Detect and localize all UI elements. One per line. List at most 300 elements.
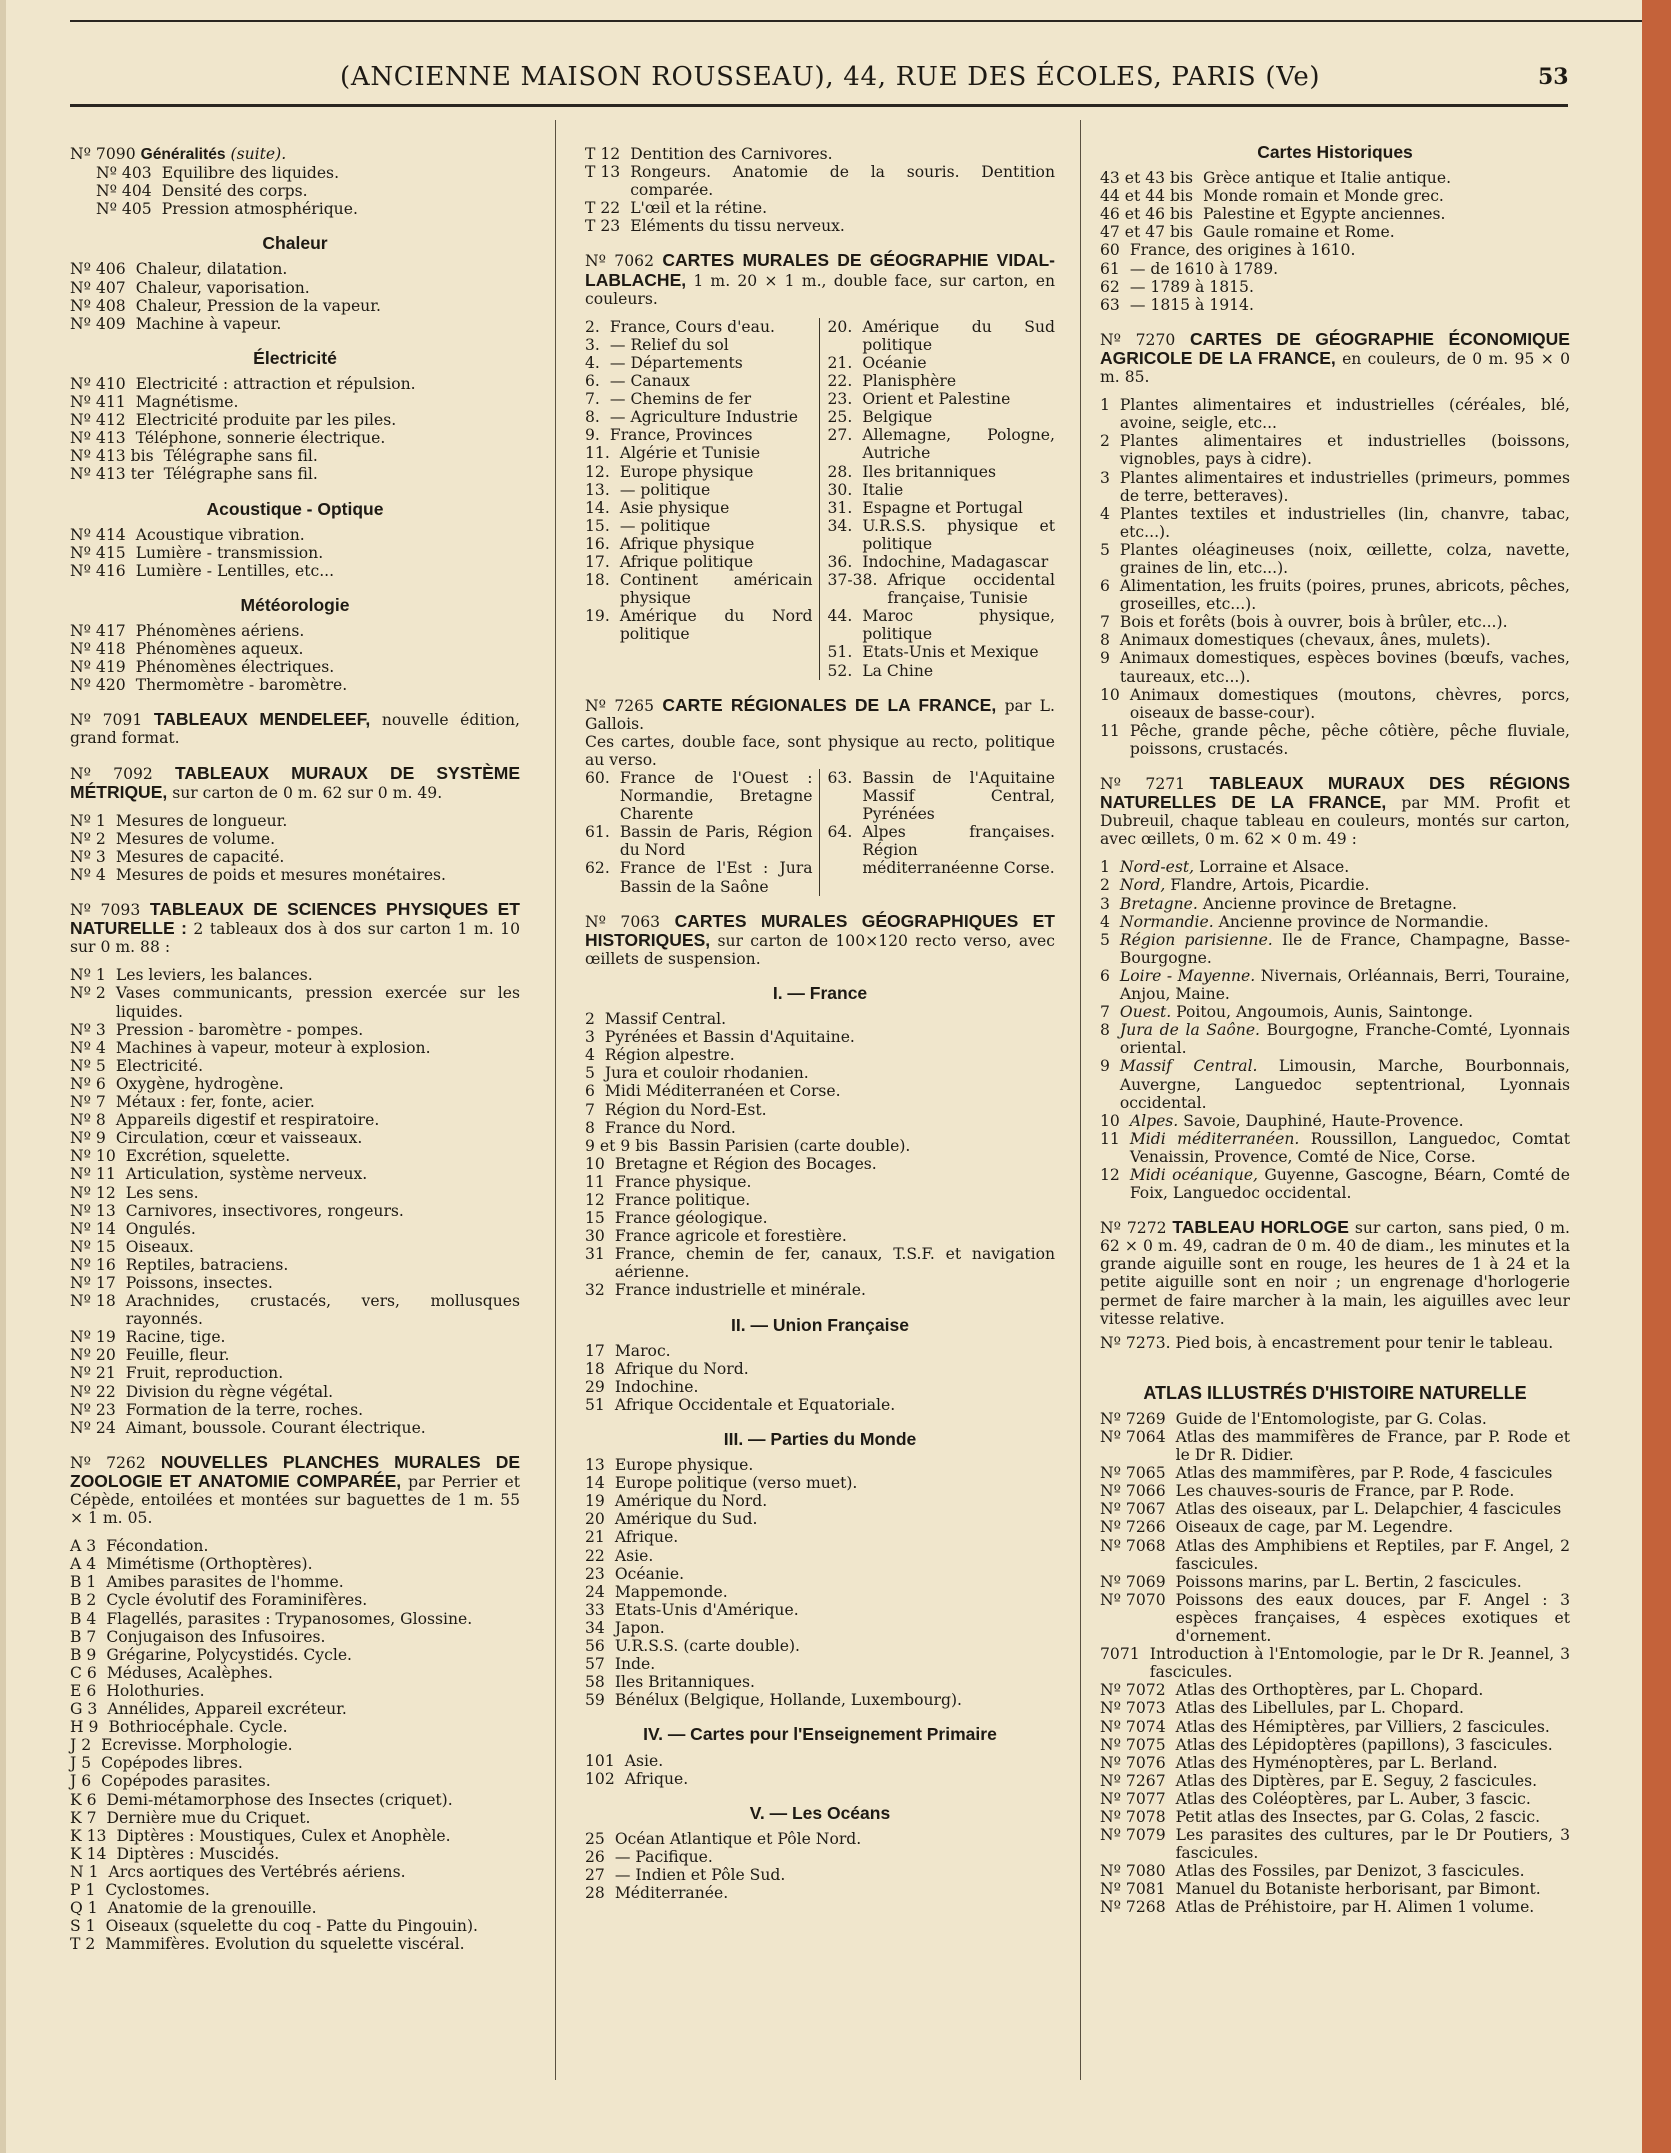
list-item — [70, 1364, 520, 1382]
item-text: Grégarine, Polycystidés. Cycle. — [106, 1645, 353, 1664]
item-number: 58 — [585, 1673, 605, 1692]
item-region: Massif Central. — [1119, 1057, 1258, 1076]
list-item — [585, 607, 813, 643]
list-item — [585, 1655, 1055, 1673]
item-number: 10 — [585, 1154, 605, 1173]
item-number: 63 — [1100, 295, 1120, 314]
list-item — [70, 429, 520, 447]
item-number: 3 — [1100, 894, 1110, 913]
item-text: Lumière - transmission. — [135, 543, 324, 562]
item-number: Nº 6 — [70, 1074, 106, 1093]
item-number: Nº 16 — [70, 1255, 116, 1274]
item-text: France agricole et forestière. — [614, 1227, 847, 1246]
item-number: 14. — [585, 498, 610, 517]
item-desc: Flandre, Artois, Picardie. — [1170, 876, 1370, 895]
list-item — [70, 848, 520, 866]
item-text: Allemagne, Pologne, Autriche — [862, 426, 1055, 463]
list-item — [70, 1573, 520, 1591]
item-number: Nº 15 — [70, 1237, 116, 1256]
item-number: 2 — [1100, 432, 1110, 451]
item-text: Bénélux (Belgique, Hollande, Luxembourg). — [614, 1691, 963, 1710]
item-number: Nº 18 — [70, 1292, 116, 1311]
item-text: Racine, tige. — [125, 1328, 226, 1347]
item-number: 12. — [585, 462, 610, 481]
item-text: Téléphone, sonnerie électrique. — [135, 429, 386, 448]
item-number: 4. — [585, 353, 600, 372]
item-text: Continent américain physique — [619, 571, 813, 608]
item-number: Nº 23 — [70, 1400, 116, 1419]
list-item — [70, 1881, 520, 1899]
item-text: — politique — [619, 480, 711, 499]
entry-7090: Nº 7090 Généralités (suite). — [70, 145, 287, 163]
item-number: Nº 7074 — [1100, 1717, 1166, 1736]
list-item — [70, 1220, 520, 1238]
item-text: Mesures de longueur. — [115, 811, 288, 830]
item-number: 7. — [585, 390, 600, 409]
list-item — [585, 1360, 1055, 1378]
list-acoustique — [70, 526, 520, 580]
item-number: C 6 — [70, 1663, 97, 1682]
list-item — [96, 200, 520, 218]
list-item — [585, 145, 1055, 163]
item-number: Nº 10 — [70, 1147, 116, 1166]
item-number: 22 — [585, 1546, 605, 1565]
item-text: — Pacifique. — [614, 1847, 713, 1866]
item-text — [1120, 1057, 1570, 1111]
list-item — [585, 1848, 1055, 1866]
item-number: 10 — [1100, 1111, 1120, 1130]
item-text: Pyrénées et Bassin d'Aquitaine. — [604, 1028, 855, 1047]
item-number: K 14 — [70, 1844, 107, 1863]
item-region: Nord, — [1119, 876, 1166, 895]
item-number: 27. — [827, 426, 853, 445]
list-item — [828, 318, 1056, 354]
item-text: Phénomènes aqueux. — [135, 640, 304, 659]
list-item — [1100, 1112, 1570, 1130]
list-item — [828, 571, 1056, 607]
list-item — [585, 859, 813, 895]
item-number: Nº 7076 — [1100, 1753, 1166, 1772]
list-item — [585, 1137, 1055, 1155]
item-number: Nº 407 — [70, 278, 126, 297]
list-item — [1100, 241, 1570, 259]
item-text: Mammifères. Evolution du squelette viscéral. — [105, 1935, 465, 1954]
item-number: Nº 7075 — [1100, 1735, 1166, 1754]
item-text: Atlas des Coléoptères, par L. Auber, 3 fascic. — [1175, 1789, 1531, 1808]
item-text: — Canaux — [609, 372, 690, 391]
item-text: Mesures de poids et mesures monétaires. — [115, 866, 447, 884]
item-number: T 12 — [585, 145, 621, 163]
item-number: B 9 — [70, 1645, 97, 1664]
item-number: N 1 — [70, 1862, 99, 1881]
item-text — [1130, 1112, 1570, 1130]
list-7093 — [70, 966, 520, 1436]
list-atlas — [1100, 1410, 1570, 1917]
item-text: Chaleur, dilatation. — [135, 260, 288, 279]
item-number: Nº 1 — [70, 966, 106, 985]
item-number: 7 — [585, 1100, 595, 1119]
item-text: France industrielle et minérale. — [614, 1281, 866, 1300]
item-number: 19 — [585, 1492, 605, 1511]
item-text: Copépodes libres. — [101, 1754, 243, 1773]
column-3 — [1100, 142, 1570, 1917]
item-text: Pression atmosphérique. — [161, 200, 358, 219]
list-item — [70, 1256, 520, 1274]
entry-7270: Nº 7270 CARTES DE GÉOGRAPHIE ÉCONOMIQUE AGRICOLE DE LA FRANCE, en couleurs, de 0 m. 95 × 0 m. 85. — [1100, 328, 1570, 387]
item-number: 46 et 46 bis — [1100, 205, 1194, 224]
item-text: Mesures de volume. — [115, 829, 276, 848]
item-number: 9 — [1100, 1057, 1110, 1076]
list-item — [1100, 1021, 1570, 1057]
item-number: 20. — [827, 317, 853, 336]
item-number: S 1 — [70, 1917, 96, 1936]
list-item — [585, 1378, 1055, 1396]
list-item — [1100, 432, 1570, 468]
item-text: — Chemins de fer — [609, 390, 752, 409]
item-text: Machine à vapeur. — [135, 314, 282, 333]
list-item — [70, 1809, 520, 1827]
item-text: Atlas des mammifères de France, par P. Rode et le Dr R. Didier. — [1175, 1428, 1570, 1465]
item-number: Nº 24 — [70, 1418, 116, 1437]
section-heading: Acoustique - Optique — [206, 498, 384, 519]
list-item — [70, 1383, 520, 1401]
list-item — [585, 1227, 1055, 1245]
item-number: 4 — [1100, 504, 1110, 523]
section-heading: Électricité — [253, 347, 337, 368]
list-item — [585, 769, 813, 823]
list-7262 — [70, 1537, 520, 1953]
item-number: 31. — [827, 498, 853, 517]
section-heading: Cartes Historiques — [1257, 142, 1413, 162]
item-number: 43 et 43 bis — [1100, 169, 1194, 188]
item-text: Midi Méditerranéen et Corse. — [604, 1082, 841, 1101]
list-item — [70, 1591, 520, 1609]
list-item — [70, 297, 520, 315]
item-text: Rongeurs. Anatomie de la souris. Dentition comparée. — [630, 163, 1055, 200]
item-number: Nº 9 — [70, 1129, 106, 1148]
item-number: A 3 — [70, 1537, 97, 1556]
item-text: Magnétisme. — [135, 393, 239, 412]
list-item — [1100, 913, 1570, 931]
item-text: Aimant, boussole. Courant électrique. — [125, 1418, 426, 1437]
list-item — [70, 984, 520, 1020]
item-number: Nº 2 — [70, 984, 106, 1003]
item-text: Iles Britanniques. — [614, 1673, 755, 1692]
list-item — [1100, 1736, 1570, 1754]
list-item — [70, 1202, 520, 1220]
item-number: Nº 11 — [70, 1165, 116, 1184]
item-number: Nº 3 — [70, 847, 106, 866]
item-desc: Poitou, Angoumois, Aunis, Saintonge. — [1176, 1003, 1473, 1022]
item-number: 34 — [585, 1618, 605, 1637]
item-text: Bassin de Paris, Région du Nord — [619, 823, 813, 860]
item-text: Métaux : fer, fonte, acier. — [115, 1093, 315, 1112]
item-text: Océan Atlantique et Pôle Nord. — [614, 1829, 862, 1848]
item-number: K 7 — [70, 1808, 97, 1827]
list-electricite — [70, 375, 520, 484]
item-number: G 3 — [70, 1700, 98, 1719]
list-item — [828, 408, 1056, 426]
list-parties — [585, 1456, 1055, 1709]
item-text: Atlas des mammifères, par P. Rode, 4 fascicules — [1175, 1464, 1553, 1483]
list-item — [1100, 631, 1570, 649]
section-heading: IV. — Cartes pour l'Enseignement Primaire — [643, 1724, 997, 1745]
item-number: 11 — [1100, 1129, 1120, 1148]
item-text: Amérique du Nord. — [614, 1492, 768, 1511]
item-text: Alimentation, les fruits (poires, prunes, abricots, pêches, groseilles, etc...). — [1119, 577, 1570, 614]
list-item — [585, 1046, 1055, 1064]
item-number: 6 — [1100, 966, 1110, 985]
list-item — [1100, 967, 1570, 1003]
item-number: 24 — [585, 1582, 605, 1601]
list-item — [585, 1830, 1055, 1848]
item-text: Télégraphe sans fil. — [163, 447, 318, 466]
item-number: Q 1 — [70, 1899, 98, 1918]
item-text: Dernière mue du Criquet. — [106, 1808, 311, 1827]
item-text: — Relief du sol — [609, 335, 729, 354]
list-item — [585, 1474, 1055, 1492]
list-item — [585, 1528, 1055, 1546]
item-number: Nº 7267 — [1100, 1771, 1166, 1790]
list-item — [1100, 1645, 1570, 1681]
item-text: Espagne et Portugal — [862, 498, 1023, 517]
item-text: Italie — [862, 480, 904, 499]
list-item — [585, 517, 813, 535]
list-item — [1100, 223, 1570, 241]
item-number: P 1 — [70, 1880, 96, 1899]
list-item — [70, 640, 520, 658]
item-number: 57 — [585, 1655, 605, 1674]
list-7271 — [1100, 858, 1570, 1202]
list-item — [1100, 469, 1570, 505]
item-text: Oiseaux de cage, par M. Legendre. — [1175, 1518, 1454, 1537]
list-item — [70, 1165, 520, 1183]
item-number: T 22 — [585, 199, 621, 218]
item-number: Nº 2 — [70, 829, 106, 848]
item-number: 11 — [585, 1172, 605, 1191]
item-number: 18 — [585, 1359, 605, 1378]
item-text: Grèce antique et Italie antique. — [1203, 169, 1452, 188]
item-region: Nord-est, — [1119, 858, 1195, 877]
item-number: 5 — [585, 1064, 595, 1083]
item-number: 21 — [585, 1528, 605, 1547]
section-heading: III. — Parties du Monde — [723, 1429, 917, 1449]
item-region: Midi océanique, — [1129, 1165, 1259, 1184]
list-item — [828, 354, 1056, 372]
list-item — [70, 1021, 520, 1039]
list-item — [1100, 1772, 1570, 1790]
list-item — [70, 830, 520, 848]
list-item — [1100, 505, 1570, 541]
item-number: T 23 — [585, 217, 621, 236]
item-number: 31 — [585, 1245, 605, 1264]
item-number: 13. — [585, 480, 610, 499]
item-number: Nº 403 — [96, 164, 152, 183]
list-item — [585, 1673, 1055, 1691]
list-item — [70, 1664, 520, 1682]
list-item — [1100, 541, 1570, 577]
list-meteo — [70, 622, 520, 694]
item-number: 33 — [585, 1600, 605, 1619]
list-item — [70, 1791, 520, 1809]
list-oceans — [585, 1830, 1055, 1902]
item-text: Oiseaux. — [125, 1237, 194, 1256]
list-item — [70, 1093, 520, 1111]
item-number: J 2 — [70, 1736, 92, 1755]
item-text: Plantes textiles et industrielles (lin, chanvre, tabac, etc...). — [1119, 504, 1570, 541]
list-item — [1100, 1880, 1570, 1898]
list-item — [1100, 1718, 1570, 1736]
item-text: Méduses, Acalèphes. — [106, 1663, 273, 1682]
section-heading: V. — Les Océans — [749, 1802, 891, 1823]
list-item — [70, 1111, 520, 1129]
item-text: — 1815 à 1914. — [1129, 295, 1254, 314]
section-heading: Chaleur — [262, 233, 328, 254]
item-text: Maroc physique, politique — [862, 607, 1055, 644]
list-item — [585, 1752, 1055, 1770]
item-number: Nº 414 — [70, 525, 126, 544]
list-item — [70, 1754, 520, 1772]
list-item — [1100, 1862, 1570, 1880]
page-number: 53 — [1538, 64, 1569, 90]
item-number: 12 — [1100, 1165, 1120, 1184]
item-number: 47 et 47 bis — [1100, 223, 1194, 242]
list-item — [585, 390, 813, 408]
list-item — [585, 1173, 1055, 1191]
item-text — [1120, 1021, 1570, 1057]
item-number: H 9 — [70, 1718, 99, 1737]
item-text: Iles britanniques — [862, 462, 996, 481]
item-text: Atlas des Hyménoptères, par L. Berland. — [1175, 1753, 1498, 1772]
item-text: Monde romain et Monde grec. — [1203, 187, 1444, 206]
item-number: 26 — [585, 1847, 605, 1866]
item-number: Nº 7269 — [1100, 1409, 1166, 1428]
list-item — [1100, 1482, 1570, 1500]
item-number: Nº 405 — [96, 200, 152, 219]
list-item — [585, 336, 813, 354]
section-heading: II. — Union Française — [731, 1314, 909, 1335]
item-text: Méditerranée. — [614, 1884, 729, 1903]
item-text: Articulation, système nerveux. — [125, 1165, 368, 1184]
item-desc: Lorraine et Alsace. — [1199, 858, 1350, 877]
item-text: Diptères : Muscidés. — [116, 1844, 280, 1863]
item-text: Equilibre des liquides. — [161, 164, 340, 183]
list-item — [828, 426, 1056, 462]
item-number: 102 — [585, 1769, 615, 1788]
item-number: 60. — [585, 769, 610, 787]
item-text: Afrique politique — [619, 552, 754, 571]
item-number: 52. — [827, 661, 853, 680]
list-item — [70, 315, 520, 333]
item-text: Alpes françaises. Région méditerranéenne Corse. — [862, 823, 1055, 878]
list-enseignement — [585, 1752, 1055, 1788]
item-number: Nº 4 — [70, 866, 106, 884]
item-text: Atlas des Diptères, par E. Seguy, 2 fascicules. — [1175, 1771, 1538, 1790]
item-number: Nº 7077 — [1100, 1789, 1166, 1808]
item-number: 17. — [585, 552, 610, 571]
list-item — [70, 447, 520, 465]
item-text: Europe politique (verso muet). — [614, 1474, 858, 1493]
item-text: Atlas des oiseaux, par L. Delapchier, 4 fascicules — [1175, 1500, 1562, 1519]
column-divider — [1080, 120, 1081, 2080]
list-item — [585, 553, 813, 571]
list-item — [585, 354, 813, 372]
item-number: Nº 7266 — [1100, 1518, 1166, 1537]
item-text: Afrique physique — [619, 534, 755, 553]
item-text: Gaule romaine et Rome. — [1203, 223, 1395, 242]
item-text: Fruit, reproduction. — [125, 1364, 284, 1383]
item-number: 3 — [585, 1028, 595, 1047]
list-item — [1100, 1003, 1570, 1021]
list-item — [585, 408, 813, 426]
list-item — [70, 1682, 520, 1700]
item-text — [1120, 967, 1570, 1003]
item-number: B 7 — [70, 1627, 97, 1646]
list-item — [1100, 1537, 1570, 1573]
list-item — [70, 658, 520, 676]
list-item — [1100, 1410, 1570, 1428]
item-text: Algérie et Tunisie — [619, 444, 761, 463]
list-item — [585, 535, 813, 553]
vidal-lablache-table — [585, 318, 1055, 680]
item-text — [1130, 1130, 1570, 1166]
item-text: Chaleur, vaporisation. — [135, 278, 310, 297]
list-item — [585, 1028, 1055, 1046]
item-text — [1120, 858, 1570, 876]
item-text: Reptiles, batraciens. — [125, 1255, 289, 1274]
item-number: 44 et 44 bis — [1100, 187, 1194, 206]
list-item — [1100, 205, 1570, 223]
list-item — [70, 260, 520, 278]
list-item — [70, 1935, 520, 1953]
list-item — [1100, 169, 1570, 187]
item-number: Nº 7070 — [1100, 1590, 1166, 1609]
list-item — [1100, 577, 1570, 613]
item-text: Afrique occidental française, Tunisie — [887, 571, 1055, 608]
item-desc: Nivernais, Orléannais, Berri, Touraine, Anjou, Maine. — [1119, 966, 1570, 1004]
item-number: Nº 7080 — [1100, 1862, 1166, 1881]
section-heading: I. — France — [772, 982, 868, 1003]
item-text: Machines à vapeur, moteur à explosion. — [115, 1038, 431, 1057]
item-number: 59 — [585, 1691, 605, 1710]
item-number: 6 — [1100, 577, 1110, 596]
page-spine — [1642, 0, 1671, 2153]
list-item — [1100, 1428, 1570, 1464]
list-item — [1100, 613, 1570, 631]
list-item — [1100, 1826, 1570, 1862]
item-text: Poissons marins, par L. Bertin, 2 fascicules. — [1175, 1572, 1522, 1591]
list-item — [585, 481, 813, 499]
list-item — [1100, 686, 1570, 722]
list-item — [70, 1184, 520, 1202]
list-item — [585, 1010, 1055, 1028]
list-item — [585, 1281, 1055, 1299]
item-number: Nº 7067 — [1100, 1500, 1166, 1519]
list-item — [70, 1917, 520, 1935]
item-number: 28. — [827, 462, 853, 481]
item-text: Planisphère — [862, 372, 957, 391]
list-item — [96, 164, 520, 182]
item-number: Nº 7064 — [1100, 1428, 1166, 1446]
item-text: Bretagne et Région des Bocages. — [614, 1154, 877, 1173]
item-text: Amérique du Sud politique — [862, 317, 1055, 354]
item-text: L'œil et la rétine. — [630, 199, 768, 218]
list-item — [70, 1292, 520, 1328]
item-text: Holothuries. — [106, 1681, 205, 1700]
item-number: K 6 — [70, 1790, 97, 1809]
item-number: B 1 — [70, 1573, 97, 1592]
list-item — [828, 607, 1056, 643]
